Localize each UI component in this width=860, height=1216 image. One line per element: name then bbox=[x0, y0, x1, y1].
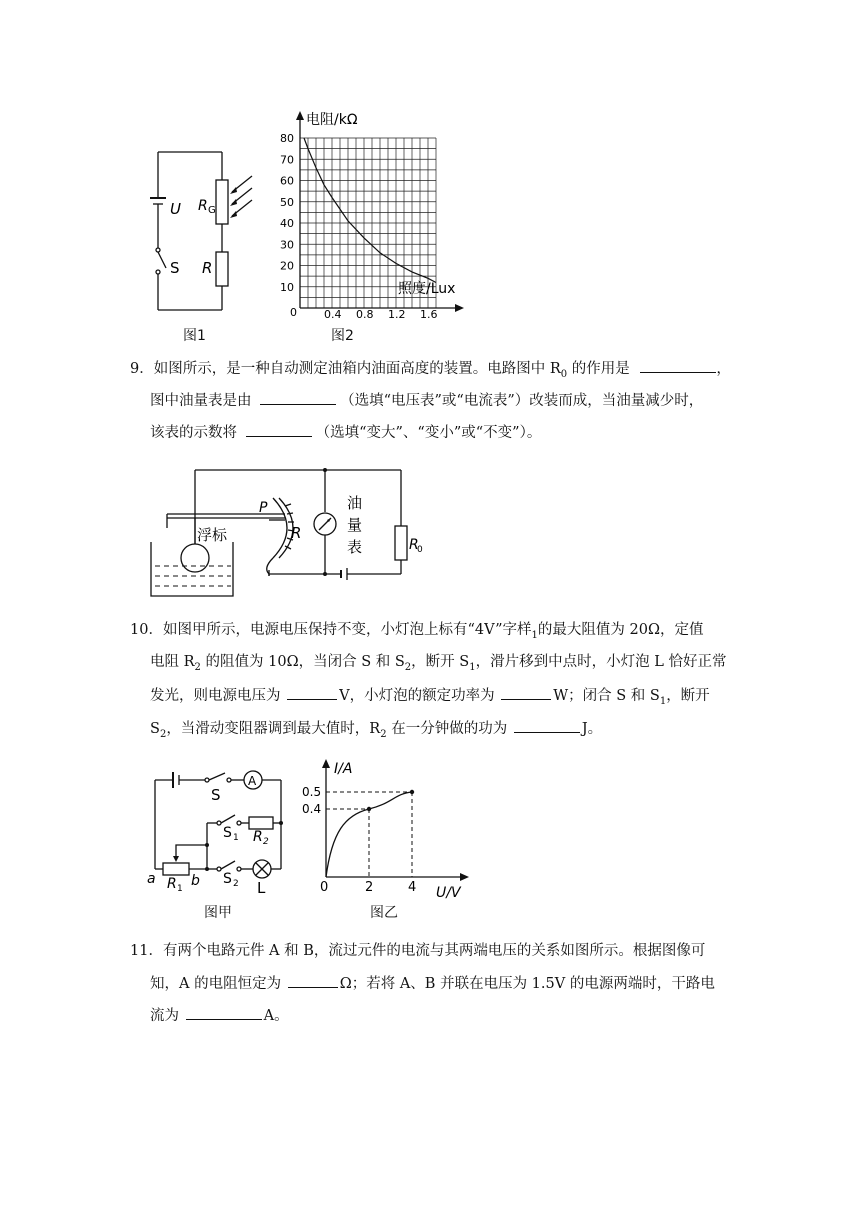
figure-oil-gauge bbox=[145, 462, 423, 602]
jia-b-label: b bbox=[191, 873, 200, 889]
oil-meter-label-2: 量 bbox=[347, 516, 363, 534]
oil-r0-sub: 0 bbox=[417, 545, 423, 555]
yi-tick-0.4: 0.4 bbox=[302, 802, 322, 816]
oil-meter-label-1: 油 bbox=[347, 494, 363, 512]
yi-origin: 0 bbox=[320, 880, 329, 895]
q11-line3: 流为 A。 bbox=[150, 1005, 289, 1027]
figure-jia-circuit bbox=[145, 765, 295, 900]
fig1-caption: 图1 bbox=[183, 328, 206, 344]
yi-y-arrow bbox=[322, 759, 330, 768]
yi-iu-curve bbox=[326, 792, 412, 877]
fig1-label-r: R bbox=[202, 259, 213, 277]
yi-data-point bbox=[367, 807, 371, 811]
q10-line1: 10．如图甲所示，电源电压保持不变，小灯泡上标有“4V”字样$_1$的最大阻值为 20Ω，定值 bbox=[130, 622, 704, 641]
fig1-label-rg: R bbox=[198, 198, 208, 214]
q10-line3: 发光，则电源电压为 V，小灯泡的额定功率为 W；闭合 S 和 $S_1$，断开 bbox=[150, 685, 710, 712]
fig2-ytick-label: 80 bbox=[280, 132, 294, 145]
jia-r1-sub: 1 bbox=[177, 884, 183, 894]
fig2-ytick-label: 50 bbox=[280, 195, 294, 209]
fig2-ytick-label: 70 bbox=[280, 153, 294, 167]
fig2-xtick-label: 1.6 bbox=[420, 308, 438, 321]
fig2-ytick-label: 40 bbox=[280, 217, 294, 230]
yi-tick-4: 4 bbox=[408, 880, 417, 895]
q9-line3: 该表的示数将 （选填“变大”、“变小”或“不变”）。 bbox=[150, 422, 541, 444]
yi-x-arrow bbox=[460, 873, 469, 881]
jia-caption: 图甲 bbox=[204, 905, 232, 921]
fig2-ytick-label: 20 bbox=[280, 259, 294, 273]
fig2-xlabel: 照度/Lux bbox=[398, 281, 456, 297]
q9-line2: 图中油量表是由 （选填“电压表”或“电流表”）改装而成，当油量减少时， bbox=[150, 390, 703, 412]
q11-line1: 11．有两个电路元件 A 和 B，流过元件的电流与其两端电压的关系如图所示。根据图像可 bbox=[130, 943, 706, 959]
jia-r1-label: R bbox=[167, 876, 177, 892]
jia-s2-label: S bbox=[223, 871, 232, 887]
fig2-xtick-label: 0.8 bbox=[356, 308, 374, 321]
figure-1-circuit bbox=[140, 140, 260, 320]
yi-caption: 图乙 bbox=[370, 905, 398, 921]
q10-line4: $S_2$，当滑动变阻器调到最大值时，$R_2$ 在一分钟做的功为 J。 bbox=[150, 718, 602, 745]
yi-ylabel: I/A bbox=[334, 761, 353, 777]
oil-meter-label-3: 表 bbox=[347, 538, 363, 556]
q11-blank-1[interactable] bbox=[288, 973, 338, 988]
fig2-x-arrow bbox=[455, 304, 464, 312]
fig2-xtick-label: 1.2 bbox=[388, 308, 406, 321]
jia-r2-sub: 2 bbox=[263, 837, 269, 847]
fig1-label-rg-sub: G bbox=[208, 205, 216, 216]
figure-2-chart bbox=[270, 108, 470, 321]
q11-blank-2[interactable] bbox=[186, 1005, 262, 1020]
oil-float-label: 浮标 bbox=[197, 526, 228, 544]
yi-tick-0.5: 0.5 bbox=[302, 785, 322, 799]
jia-r2-label: R bbox=[253, 829, 263, 845]
q10-line2: 电阻 $R_2$ 的阻值为 10Ω，当闭合 S 和 $S_2$，断开 $S_1$，滑片移到中点时，小灯泡 L 恰好正常 bbox=[150, 654, 727, 673]
figure-yi-chart bbox=[300, 757, 480, 902]
jia-s1-sub: 1 bbox=[233, 833, 239, 843]
fig1-label-u: U bbox=[170, 200, 181, 218]
fig2-origin: 0 bbox=[290, 306, 297, 319]
fig2-y-arrow bbox=[296, 111, 304, 120]
fig2-ytick-label: 30 bbox=[280, 238, 294, 252]
q10-blank-2[interactable] bbox=[501, 685, 551, 700]
oil-p-label: P bbox=[259, 500, 268, 516]
q9-blank-3[interactable] bbox=[246, 422, 312, 437]
fig2-ylabel: 电阻/kΩ bbox=[306, 112, 358, 128]
fig2-xtick-label: 0.4 bbox=[324, 308, 342, 321]
oil-r0-label: R bbox=[409, 537, 419, 553]
q10-blank-1[interactable] bbox=[287, 685, 337, 700]
jia-ammeter-label: A bbox=[248, 774, 257, 788]
q10-blank-3[interactable] bbox=[514, 718, 580, 733]
jia-s-label: S bbox=[211, 786, 221, 804]
yi-xlabel: U/V bbox=[436, 885, 461, 901]
q11-line2: 知，A 的电阻恒定为 Ω；若将 A、B 并联在电压为 1.5V 的电源两端时，干路电 bbox=[150, 973, 715, 995]
jia-s2-sub: 2 bbox=[233, 879, 239, 889]
yi-tick-2: 2 bbox=[365, 880, 374, 895]
jia-s1-label: S bbox=[223, 825, 232, 841]
q9-line1: 9．如图所示，是一种自动测定油箱内油面高度的装置。电路图中 $R_0$ 的作用是 ， bbox=[130, 358, 731, 385]
fig2-caption: 图2 bbox=[331, 328, 354, 344]
oil-r-label: R bbox=[291, 524, 302, 542]
jia-a-label: a bbox=[147, 871, 156, 887]
q9-blank-2[interactable] bbox=[260, 390, 336, 405]
fig2-ytick-label: 10 bbox=[280, 280, 294, 294]
jia-l-label: L bbox=[257, 879, 266, 897]
yi-data-point bbox=[410, 790, 414, 794]
q9-blank-1[interactable] bbox=[640, 358, 716, 373]
fig2-ytick-label: 60 bbox=[280, 174, 294, 188]
fig1-label-s: S bbox=[170, 259, 180, 277]
